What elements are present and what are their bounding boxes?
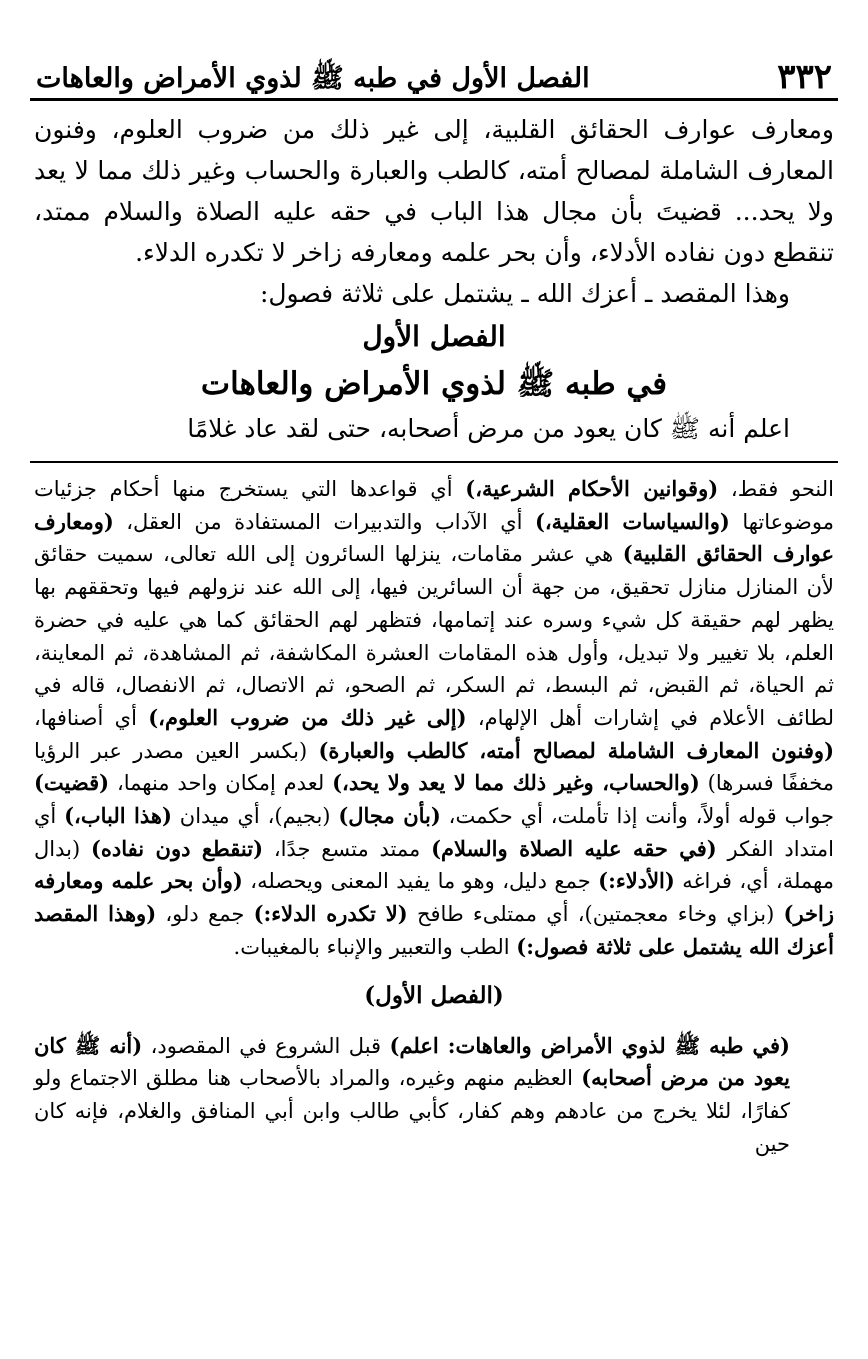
running-title: الفصل الأول في طبه ﷺ لذوي الأمراض والعاهات [36, 63, 590, 95]
commentary-quote: (بأن مجال) [338, 803, 441, 829]
main-paragraph: ومعارف عوارف الحقائق القلبية، إلى غير ذلك من ضروب العلوم، وفنون المعارف الشاملة لمصالح أمته، كالطب والعبارة والحساب وغير ذلك مما لا يعد ولا يحد... قضيتَ بأن مجال هذا الباب في حقه عليه الصلاة والسلام ممتد، تنقطع دون نفاده الأدلاء، وأن بحر علمه ومعارفه زاخر لا تكدره الدلاء. [34, 115, 834, 267]
commentary-quote: (تنقطع دون نفاده) [90, 835, 264, 861]
commentary-quote: (وهذا المقصد أعزك الله يشتمل على ثلاثة فصول:) [34, 901, 834, 959]
commentary-quote: (أنه ﷺ كان يعود من مرض أصحابه) [34, 1032, 790, 1091]
commentary-text: أي امتداد الفكر [34, 804, 835, 861]
commentary-quote: (قضيت) [34, 770, 110, 796]
commentary-text: قبل الشروع في المقصود، [142, 1033, 390, 1058]
commentary-quote: (هذا الباب،) [64, 803, 172, 829]
commentary-quote: (وفنون المعارف الشاملة لمصالح أمته، كالطب والعبارة) [318, 737, 835, 763]
commentary-quote: (لا تكدره الدلاء:) [253, 901, 408, 927]
commentary-text: (بدال مهملة، أي، فراغه [34, 836, 834, 894]
commentary-text: أي أصنافها، [34, 705, 149, 730]
commentary-text: أي قواعدها التي يستخرج منها أحكام جزئيات موضوعاتها [34, 477, 834, 534]
commentary-text: أي الآداب والتدبيرات المستفادة من العقل، [113, 509, 535, 534]
commentary-text: جمع دلو، [156, 902, 254, 927]
commentary-quote: (وقوانين الأحكام الشرعية،) [465, 476, 719, 501]
commentary-text: (بجيم)، أي ميدان [171, 804, 339, 829]
commentary-quote: (وأن بحر علمه ومعارفه زاخر) [34, 868, 835, 927]
commentary-text: (بكسر العين مصدر عبر الرؤيا مخففًا فسرها) [34, 738, 834, 796]
commentary-heading: (الفصل الأول) [364, 981, 504, 1009]
commentary-paragraph [34, 1030, 834, 1161]
commentary-text: العظيم منهم وغيره، والمراد بالأصحاب هنا مطلق الاجتماع ولو كفارًا، لئلا يخرج من عادهم وهم كفار، كأبي طالب وابن أبي المنافق والغلام، فإنه كان حين [34, 1066, 790, 1156]
commentary-quote: (والسياسات العقلية،) [534, 508, 730, 534]
commentary-quote: (الأدلاء:) [598, 868, 675, 894]
header-rule [30, 98, 838, 101]
page-number: ٣٣٢ [777, 57, 832, 97]
commentary-text: جواب قوله أولاً، وأنت إذا تأملت، أي حكمت، [440, 804, 834, 829]
main-paragraph: وهذا المقصد ـ أعزك الله ـ يشتمل على ثلاثة فصول: [259, 279, 790, 308]
main-text [30, 109, 838, 449]
footnote-divider [30, 461, 838, 463]
commentary [30, 473, 838, 1160]
commentary-text: جمع دليل، وهو ما يفيد المعنى ويحصله، [242, 869, 599, 894]
commentary-quote: (والحساب، وغير ذلك مما لا يعد ولا يحد،) [332, 770, 700, 796]
commentary-text: لعدم إمكان واحد منهما، [109, 771, 333, 796]
commentary-text: النحو فقط، [718, 477, 834, 501]
commentary-text: ممتد متسع جدًا، [263, 836, 432, 861]
page-header [30, 48, 838, 97]
commentary-text: (بزاي وخاء معجمتين)، أي ممتلىء طافح [407, 902, 784, 927]
commentary-quote: (ومعارف عوارف الحقائق القلبية) [34, 508, 834, 567]
commentary-quote: (في حقه عليه الصلاة والسلام) [431, 835, 717, 861]
section-subtitle: في طبه ﷺ لذوي الأمراض والعاهات [200, 366, 668, 402]
main-paragraph: اعلم أنه ﷺ كان يعود من مرض أصحابه، حتى لقد عاد غلامًا [187, 414, 790, 443]
commentary-quote: (في طبه ﷺ لذوي الأمراض والعاهات: اعلم) [389, 1032, 790, 1058]
section-title: الفصل الأول [362, 320, 506, 353]
commentary-text: هي عشر مقامات، ينزلها السائرون إلى الله تعالى، سميت حقائق لأن المنازل منازل تحقيق، من جهة أن السائرين فيها، إلى الله عند نزولهم فيها وتحققهم بها يظهر لهم حقيقة كل شيء وسره عند إتمامها، فتظهر لهم الحقائق كما هي عليه في حضرة العلم، بلا تغيير ولا تبديل، وأول هذه المقامات العشرة المكاشفة، ثم المشاهدة، ثم المعاينة، ثم الحياة، ثم القبض، ثم البسط، ثم السكر، ثم الصحو، ثم الاتصال، ثم الانفصال، قاله في لطائف الأعلام في إشارات أهل الإلهام، [34, 542, 835, 730]
commentary-paragraph [34, 473, 834, 964]
commentary-text: الطب والتعبير والإنباء بالمغيبات. [233, 934, 517, 959]
commentary-quote: (إلى غير ذلك من ضروب العلوم،) [148, 704, 467, 730]
